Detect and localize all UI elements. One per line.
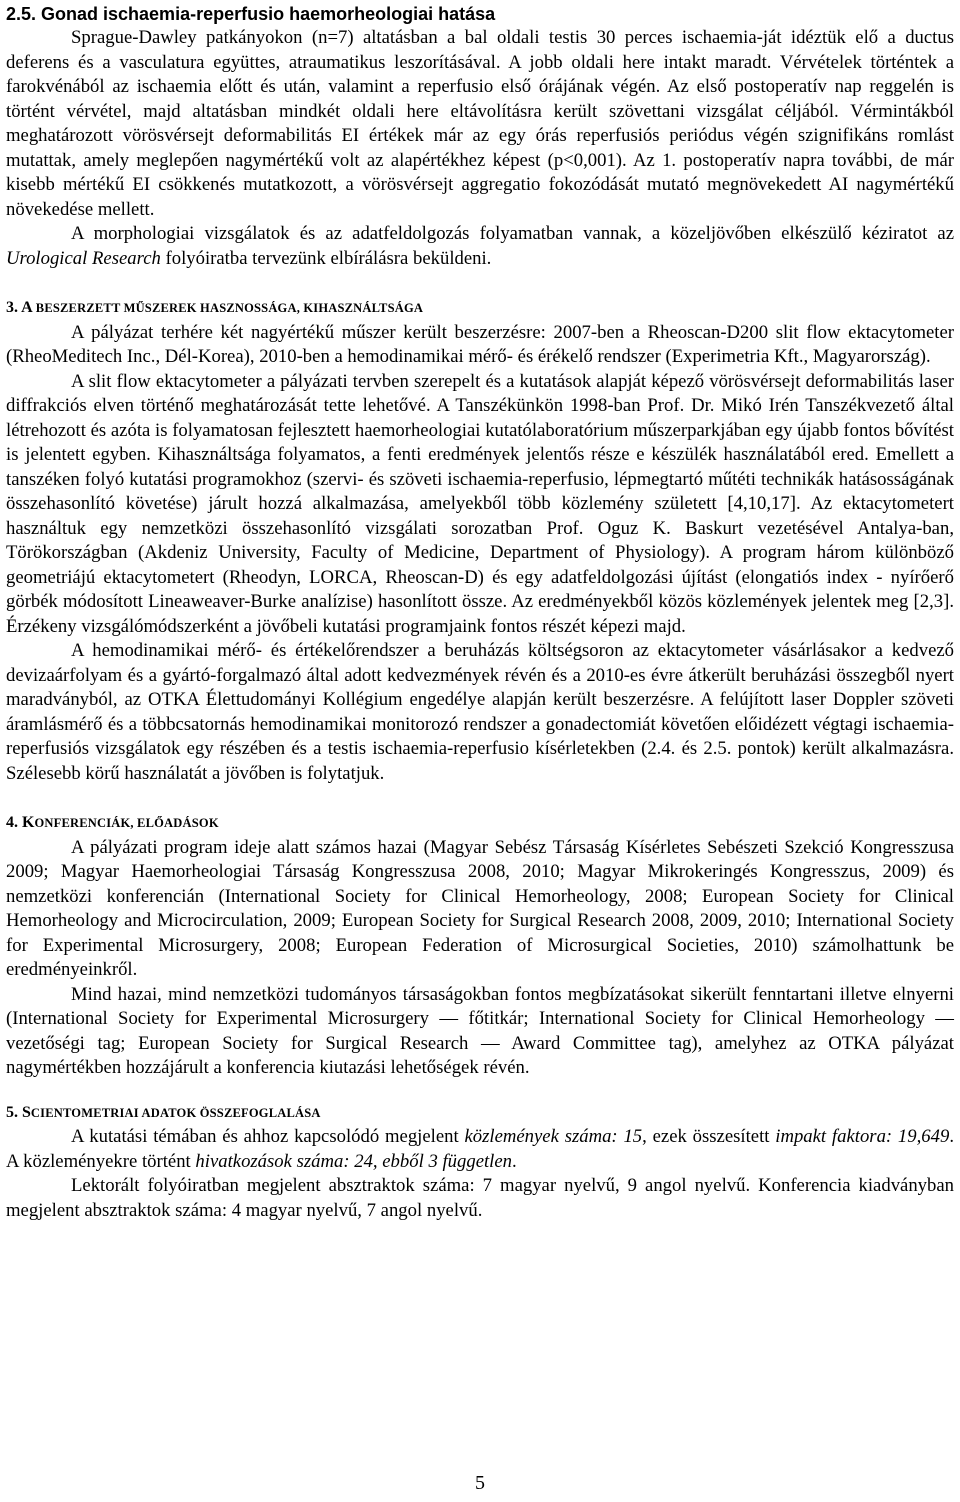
- paragraph-text: folyóiratba tervezünk elbírálásra beküldeni.: [160, 247, 492, 269]
- section-number: 4. K: [6, 814, 35, 831]
- paragraph-text: .: [512, 1150, 517, 1172]
- paragraph-text: A kutatási témában és ahhoz kapcsolódó megjelent: [71, 1126, 465, 1147]
- section-5-paragraph-2: Lektorált folyóiratban megjelent absztraktok száma: 7 magyar nyelvű, 9 angol nyelvű. Konferencia kiadványban megjelent absztraktok száma: 4 magyar nyelvű, 7 angol nyelvű.: [6, 1175, 954, 1221]
- section-3-title: [6, 296, 954, 321]
- section-2-5-title: 2.5. Gonad ischaemia-reperfusio haemorheologiai hatása: [6, 4, 496, 24]
- section-title-text: CIENTOMETRIAI ADATOK ÖSSZEFOGLALÁSA: [30, 1105, 321, 1120]
- section-4-title: [6, 811, 954, 836]
- section-4-paragraph-2: Mind hazai, mind nemzetközi tudományos társaságokban fontos megbízatásokat sikerült fenntartani illetve elnyerni (International Society for Experimental Microsurgery — főtitkár; International Society for Clinical Hemorheology — vezetőségi tag; European Society for Surgical Research — Award Committee tag), amelyhez az OTKA pályázat nagymértékben hozzájárult a konferencia kiutazási lehetőségek révén.: [6, 983, 954, 1078]
- section-2-5-paragraph-1: Sprague-Dawley patkányokon (n=7) altatásban a bal oldali testis 30 perces ischaemia-ját idéztük elő a ductus deferens és a vasculatura együttes, atraumatikus leszorításával. A jobb oldali here intakt maradt. Vérvételek történtek a farokvénából az ischaemia előtt és után, valamint a reperfusio első órájának végén. Az első postoperatív nap reggelén is történt vérvétel, majd altatásban mindkét oldali here eltávolításra került szövettani vizsgálat céljából. Vérmintákból meghatározott vörösvérsejt deformabilitás EI értékek már az egy órás reperfusiós periódus végén szignifikáns romlást mutattak, amely meglepően nagymértékű volt az alapértékhez képest (p<0,001). Az 1. postoperatív napra további, de már kisebb mértékű EI csökkenés mutatkozott, a vörösvérsejt aggregatio fokozódását mutató megnövekedett AI nagymértékű növekedése mellett.: [6, 27, 954, 220]
- section-2-5-paragraph-2: [6, 222, 954, 271]
- section-3-paragraph-3: A hemodinamikai mérő- és értékelőrendszer a beruházás költségsoron az ektacytometer vásárlásakor a kedvező devizaárfolyam és a gyártó-forgalmazó által adott kedvezmények révén és a 2010-es évre átkerült beruházási összegből nyert maradványból, az OTKA Élettudományi Kollégium engedélye alapján került beszerzésre. A felújított laser Doppler szöveti áramlásmérő és a többcsatornás hemodinamikai monitorozó rendszer a gonadectomiát követően előidézett végtagi ischaemia-reperfusiós vizsgálatok egy részében és a testis ischaemia-reperfusio kísérletekben (2.4. és 2.5. pontok) került alkalmazásra. Szélesebb körű használatát a jövőben is folytatjuk.: [6, 640, 954, 784]
- section-3-paragraph-1: A pályázat terhére két nagyértékű műszer került beszerzésre: 2007-ben a Rheoscan-D200 slit flow ektacytometer (RheoMeditech Inc., Dél-Korea), 2010-ben a hemodinamikai mérő- és érékelő rendszer (Experimetria Kft., Magyarország).: [6, 321, 954, 367]
- section-number: 3. A: [6, 299, 32, 316]
- section-5-paragraph-1: [6, 1125, 954, 1174]
- section-4-paragraph-1: A pályázati program ideje alatt számos hazai (Magyar Sebész Társaság Kísérletes Sebészeti Szekció Kongresszusa 2009; Magyar Haemorheologiai Társaság Kongresszusa 2008, 2010; Magyar Mikrokeringés Kongresszus, 2009) és nemzetközi konferencián (International Society for Clinical Hemorheology, 2008; European Society for Clinical Hemorheology and Microcirculation, 2009; European Society for Surgical Research 2008, 2009, 2010; International Society for Experimental Microsurgery, 2008; European Federation of Microsurgical Societies, 2010) számolhattunk be eredményeinkről.: [6, 836, 954, 980]
- section-title-text: BESZERZETT MŰSZEREK HASZNOSSÁGA, KIHASZNÁLTSÁGA: [35, 301, 424, 315]
- section-5-title: [6, 1101, 954, 1126]
- impact-factor: impakt faktora: 19,649: [775, 1126, 950, 1147]
- paragraph-text: A morphologiai vizsgálatok és az adatfeldolgozás folyamatban vannak, a közeljövőben elkészülő kéziratot az: [71, 223, 954, 244]
- paragraph-text: . A közleményekre történt: [6, 1126, 954, 1172]
- page-number: 5: [475, 1472, 485, 1494]
- document-page: [6, 0, 954, 1223]
- section-title-text: ONFERENCIÁK, ELŐADÁSOK: [34, 816, 219, 830]
- citation-count: hivatkozások száma: 24, ebből 3 független: [195, 1150, 513, 1172]
- section-3-paragraph-2: A slit flow ektacytometer a pályázati tervben szerepelt és a kutatások alapját képező vörösvérsejt deformabilitás laser diffrakciós elven történő meghatározását tette lehetővé. A Tanszékünkön 1998-ban Prof. Dr. Mikó Irén Tanszékvezető által létrehozott és azóta is folyamatosan fejlesztett haemorheologiai kutatólaboratórium műszerparkjában egy újabb fontos bővítést is jelentett egyben. Kihasználtsága folyamatos, a fenti eredmények jelentős része e készülék használatából ered. Emellett a tanszéken folyó kutatási programokhoz (szervi- és szöveti ischaemia-reperfusio, lépmegtartó műtéti technikák hatásosságának összehasonlító követése) járult hozzá alkalmazása, amelyekből több közlemény született [4,10,17]. Az ektacytometert használtuk egy nemzetközi összehasonlító vizsgálati sorozatban Prof. Oguz K. Baskurt vezetésével Antalya-ban, Törökországban (Akdeniz University, Faculty of Medicine, Department of Physiology). A program három különböző geometriájú ektacytometert (Rheodyn, LORCA, Rheoscan-D) és egy adatfeldolgozási újítást (elongatiós index - nyírőerő görbék módosított Lineaweaver-Burke analízise) hasonlított össze. Az eredményekből közös közlemények jelentek meg [2,3]. Érzékeny vizsgálómódszerként a jövőbeli kutatási programjaink fontos részét képezi majd.: [6, 370, 954, 637]
- section-number: 5. S: [6, 1103, 31, 1121]
- publication-count: közlemények száma: 15: [464, 1126, 643, 1147]
- paragraph-text: , ezek összesített: [642, 1126, 776, 1147]
- journal-name: Urological Research: [6, 247, 161, 269]
